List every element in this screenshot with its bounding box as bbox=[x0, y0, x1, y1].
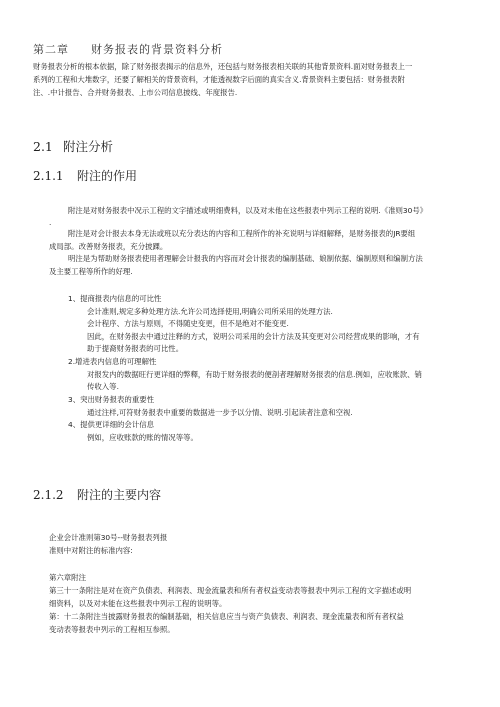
section-2-1-2-heading bbox=[33, 486, 161, 503]
para-c-line-1: 明注是为帮助财务报表使用者理解会计报我的内容而对会计报表的编制基础、娘制依据、编制原则和编制方法 bbox=[68, 254, 423, 263]
article-line: 第三十一条附注是对在资产负债表、利润表、现金流量表和所有者权益变动表等报表中列示工程的文字描述或明 bbox=[49, 586, 412, 595]
para-b-line-2: 成局部。改善财务报表，充分披踝。 bbox=[49, 242, 168, 251]
para-a-line-1: 附注是对财务报表中况示工程的文字描述或明细费料，以及对未他在这些报表中列示工程的说明.《准则30号》 bbox=[68, 206, 428, 215]
list-item-text: 传收入等. bbox=[87, 382, 119, 391]
list-item-4-heading: 4、提供更详细的会计信息 bbox=[68, 420, 155, 429]
intro-line-3: 注、.中计报告、合并财务报表、上市公司信息披线、年度报告. bbox=[33, 88, 238, 97]
chapter-heading bbox=[33, 41, 223, 57]
para-a-line-2: . bbox=[49, 218, 52, 227]
article-line: 细资料，以及对未能在这些报表中列示工程的说明等。 bbox=[49, 599, 227, 608]
chapter-number: 第二章 bbox=[33, 43, 69, 56]
article-line: 第：十二条附注当披露财务报表的编制基础，相关信息应当与资产负债表、利润表、现金流量表和所有者权益 bbox=[49, 612, 404, 621]
list-item-2-heading: 2.增进表内信息的可理解性 bbox=[68, 357, 157, 366]
article-heading: 第六章附注 bbox=[49, 573, 86, 582]
list-item-text: 助于提裔财务报表的可比性。 bbox=[87, 344, 184, 353]
list-item-text: 对报发内的数据旺行更详细的弊釋，有助于财务报表的便剖者理解财务报表的信息.例如，应收账款、销 bbox=[87, 370, 422, 379]
article-line: 变动表等报表中列示的工程相互参照。 bbox=[49, 625, 175, 634]
para-b-line-1: 附注是对会计报去本身无法或班以充分表达的内容和工程所作的补充说明与详细解释，是财务报表的JR要组 bbox=[68, 229, 416, 238]
intro-line-1: 财务报表分析的根本依据，除了财务报表揭示的信息外，还包括与财务报表相关联的其他背景资料.面对财务报表上一 bbox=[33, 62, 413, 71]
list-item-text: 因此，在财务报去中通过注释的方式，说明公司采用的会计方法及其变更对公司经营成果的影响，才有 bbox=[87, 332, 420, 341]
para-c-line-2: 及主要工程等所作的好理. bbox=[49, 267, 133, 276]
section-title: 附注的主要内容 bbox=[77, 488, 162, 502]
section-number: 2.1 bbox=[33, 139, 53, 154]
list-item-1-heading: 1、提商报表内信息的可比性 bbox=[68, 294, 162, 303]
standard-line-2: 准则中对附注的标准内容: bbox=[49, 546, 133, 555]
section-2-1-heading bbox=[33, 137, 113, 155]
chapter-title: 财务报表的背景资料分析 bbox=[91, 43, 223, 56]
list-item-text: 会计准则,规定多种处理方法.允许公司选择使用,明确公司所采用的处理方法. bbox=[87, 307, 333, 316]
section-number: 2.1.1 bbox=[33, 169, 64, 183]
list-item-text: 通过注样,可符财务报表中重要的数据进一步予以分情、说明.引起读者注意和空视. bbox=[87, 408, 353, 417]
list-item-3-heading: 3、突出财务报表的重要性 bbox=[68, 395, 155, 404]
intro-line-2: 系列的工程和大堆数字，还要了解相关的背景资料，才能透视数字后面的真实含义.背景资料主要包括：财务报表附 bbox=[33, 75, 405, 84]
standard-line-1: 企业会计准则第30号--财务报表列报 bbox=[49, 533, 168, 542]
section-number: 2.1.2 bbox=[33, 488, 64, 502]
list-item-text: 会计程序、方法与原则，不得随史变更，但不是绝对不能变更. bbox=[87, 319, 289, 328]
section-title: 附注分析 bbox=[63, 139, 114, 154]
section-2-1-1-heading bbox=[33, 167, 137, 184]
list-item-text: 例如，应收账款的账的情况等等。 bbox=[87, 433, 198, 442]
section-title: 附注的作用 bbox=[77, 169, 138, 183]
